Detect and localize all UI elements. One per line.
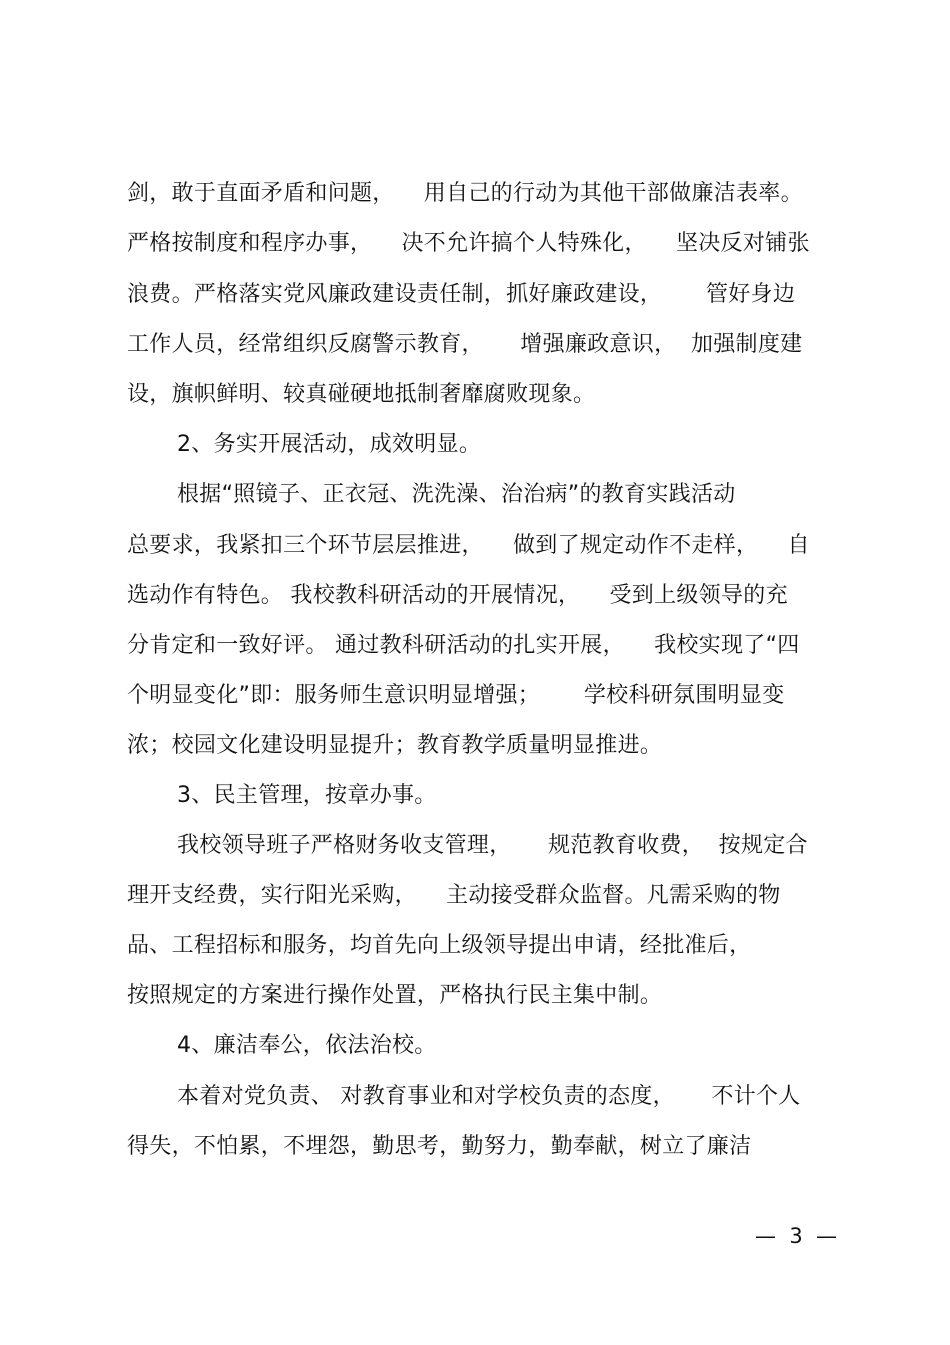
text-line-4: 工作人员，经常组织反腐警示教育， 增强廉政意识， 加强制度建 (127, 332, 803, 357)
text-line-10: 分肯定和一致好评。 通过教科研活动的扎实开展， 我校实现了“四 (127, 633, 800, 658)
section-heading-3: 3、民主管理，按章办事。 (177, 783, 437, 808)
text-line-2: 严格按制度和程序办事， 决不允许搞个人特殊化， 坚决反对铺张 (127, 231, 810, 256)
text-line-17: 按照规定的方案进行操作处置，严格执行民主集中制。 (127, 983, 663, 1008)
text-line-5: 设，旗帜鲜明、较真碰硬地抵制奢靡腐败现象。 (127, 382, 596, 407)
text-line-20: 得失，不怕累，不埋怨，勤思考，勤努力，勤奉献，树立了廉洁 (127, 1134, 752, 1159)
text-line-7: 根据“照镜子、正衣冠、洗洗澡、治治病”的教育实践活动 (177, 482, 736, 507)
text-line-15: 理开支经费，实行阳光采购， 主动接受群众监督。凡需采购的物 (127, 883, 781, 908)
text-line-11: 个明显变化”即：服务师生意识明显增强； 学校科研氛围明显变 (127, 683, 785, 708)
text-line-8: 总要求，我紧扣三个环节层层推进， 做到了规定动作不走样， 自 (127, 533, 810, 558)
text-line-14: 我校领导班子严格财务收支管理， 规范教育收费， 按规定合 (177, 833, 808, 858)
text-line-9: 选动作有特色。 我校教科研活动的开展情况， 受到上级领导的充 (127, 583, 788, 608)
page-number: — 3 — (755, 1224, 838, 1248)
text-line-16: 品、工程招标和服务，均首先向上级领导提出申请，经批准后， (127, 933, 752, 958)
text-line-3: 浪费。严格落实党风廉政建设责任制，抓好廉政建设， 管好身边 (127, 282, 796, 307)
section-heading-4: 4、廉洁奉公，依法治校。 (177, 1033, 437, 1058)
text-line-12: 浓；校园文化建设明显提升；教育教学质量明显推进。 (127, 733, 663, 758)
section-heading-2: 2、务实开展活动，成效明显。 (177, 432, 482, 457)
text-line-19: 本着对党负责、 对教育事业和对学校负责的态度， 不计个人 (177, 1084, 801, 1109)
text-line-1: 剑，敢于直面矛盾和问题， 用自己的行动为其他干部做廉洁表率。 (127, 181, 803, 206)
